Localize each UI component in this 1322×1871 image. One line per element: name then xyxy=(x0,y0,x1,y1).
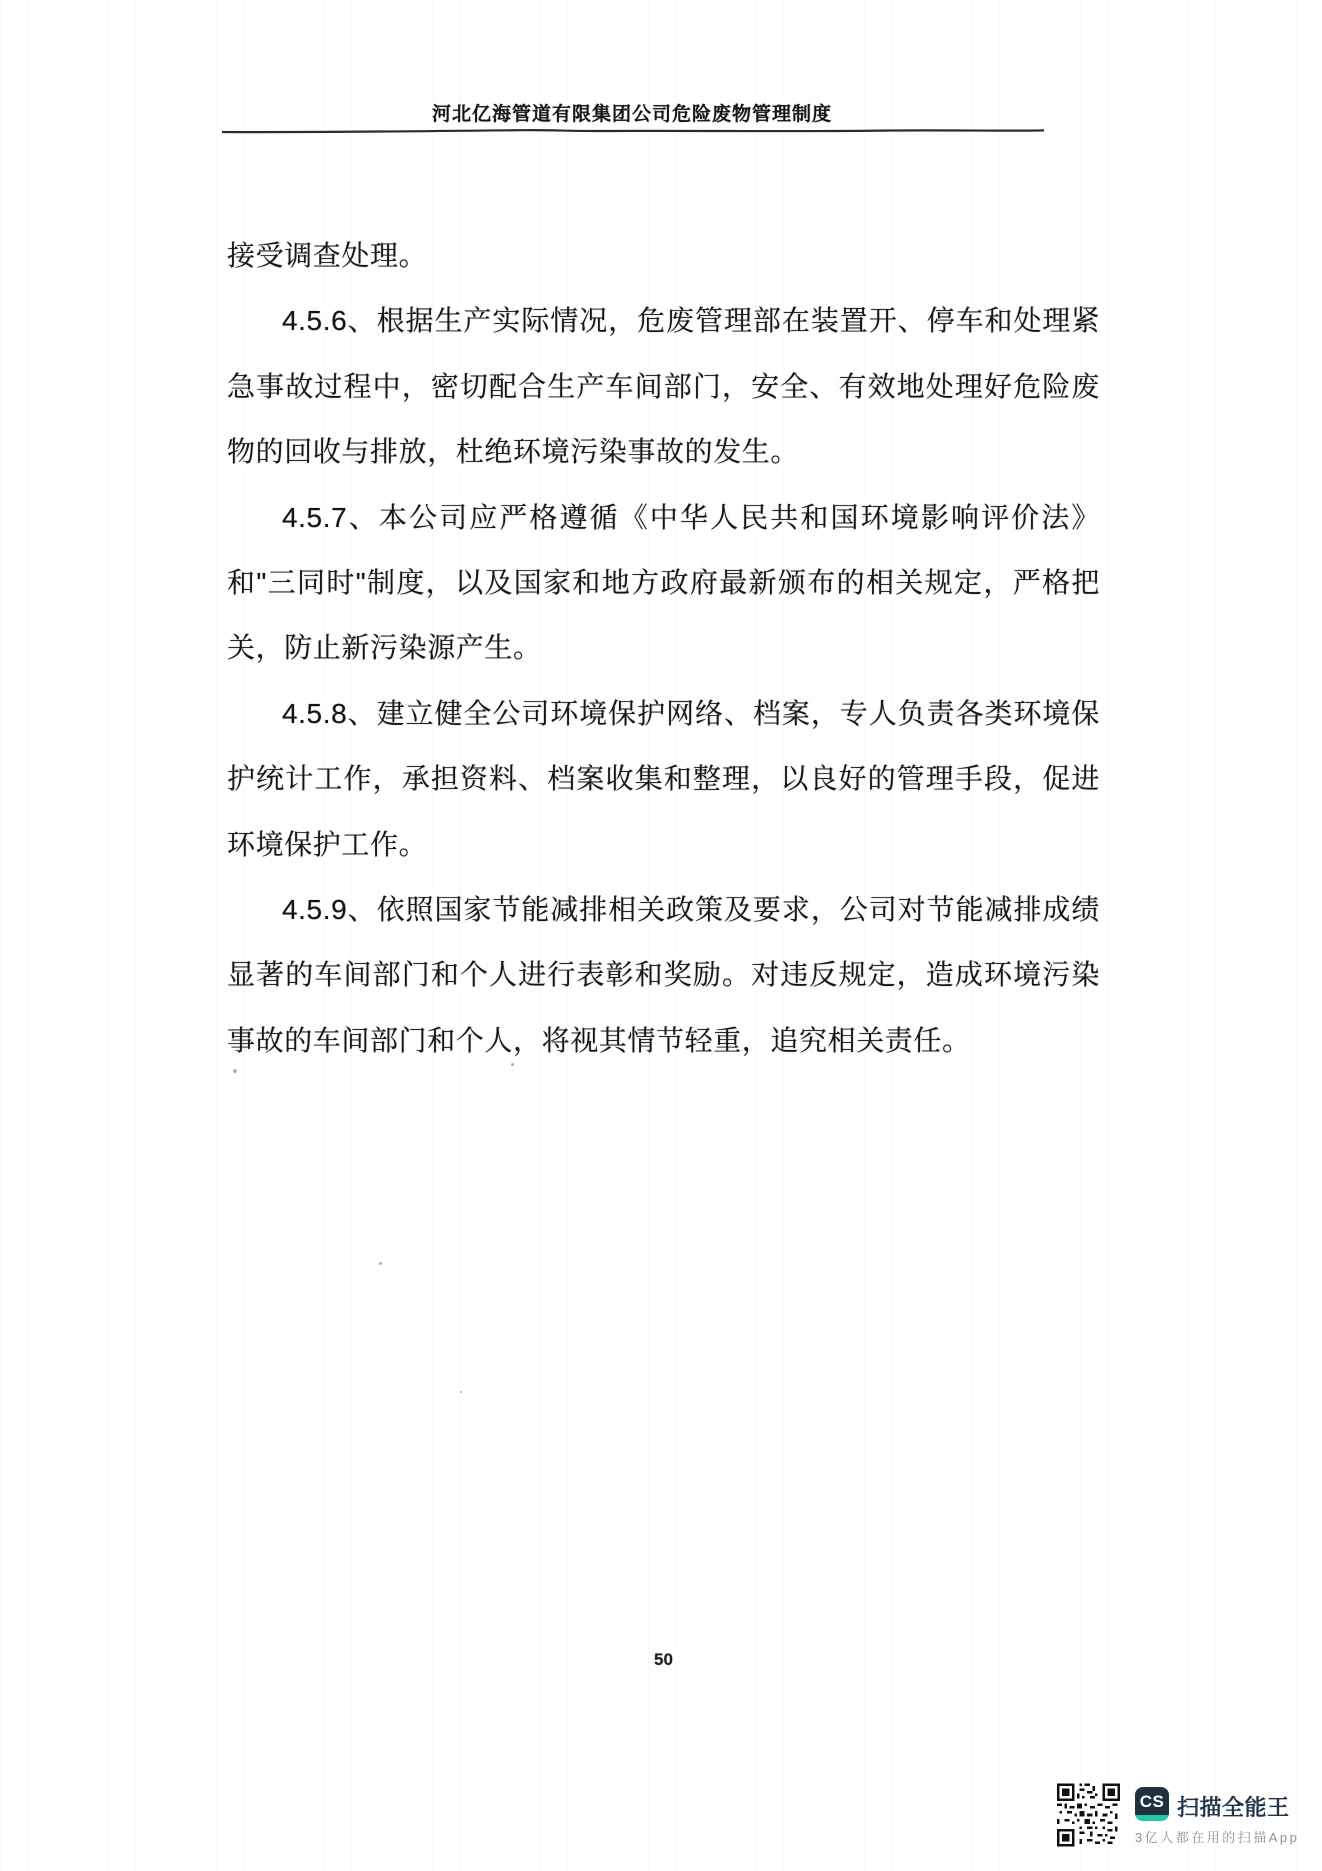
qr-code-icon xyxy=(1057,1782,1120,1848)
body-paragraph: 4.5.6、根据生产实际情况，危废管理部在装置开、停车和处理紧急事故过程中，密切配合生产车间部门，安全、有效地处理好危险废物的回收与排放，杜绝环境污染事故的发生。 xyxy=(227,305,1100,468)
camscanner-tagline: 3亿人都在用的扫描App xyxy=(1135,1830,1300,1845)
body-paragraph: 接受调查处理。 xyxy=(227,240,428,271)
page-number: 50 xyxy=(654,1650,673,1669)
header-rule-line xyxy=(221,126,1045,136)
scan-speck xyxy=(460,1391,462,1393)
camscanner-logo-accent xyxy=(1135,1815,1169,1821)
body-paragraph: 4.5.7、本公司应严格遵循《中华人民共和国环境影响评价法》和"三同时"制度，以及国家和地方政府最新颁布的相关规定，严格把关，防止新污染源产生。 xyxy=(227,501,1100,664)
body-paragraph: 4.5.8、建立健全公司环境保护网络、档案，专人负责各类环境保护统计工作，承担资料、档案收集和整理，以良好的管理手段，促进环境保护工作。 xyxy=(227,697,1100,860)
body-paragraph: 4.5.9、依照国家节能减排相关政策及要求，公司对节能减排成绩显著的车间部门和个人进行表彰和奖励。对违反规定，造成环境污染事故的车间部门和个人，将视其情节轻重，追究相关责任。 xyxy=(227,894,1100,1056)
camscanner-logo-icon xyxy=(1135,1787,1169,1821)
document-header-title: 河北亿海管道有限集团公司危险废物管理制度 xyxy=(431,104,832,125)
document-body xyxy=(227,223,1100,1073)
camscanner-logo-letters: CS xyxy=(1139,1792,1165,1811)
scan-speck xyxy=(511,1063,514,1066)
camscanner-app-name: 扫描全能王 xyxy=(1177,1795,1290,1820)
scan-speck xyxy=(379,1262,382,1265)
scan-speck xyxy=(233,1069,237,1073)
